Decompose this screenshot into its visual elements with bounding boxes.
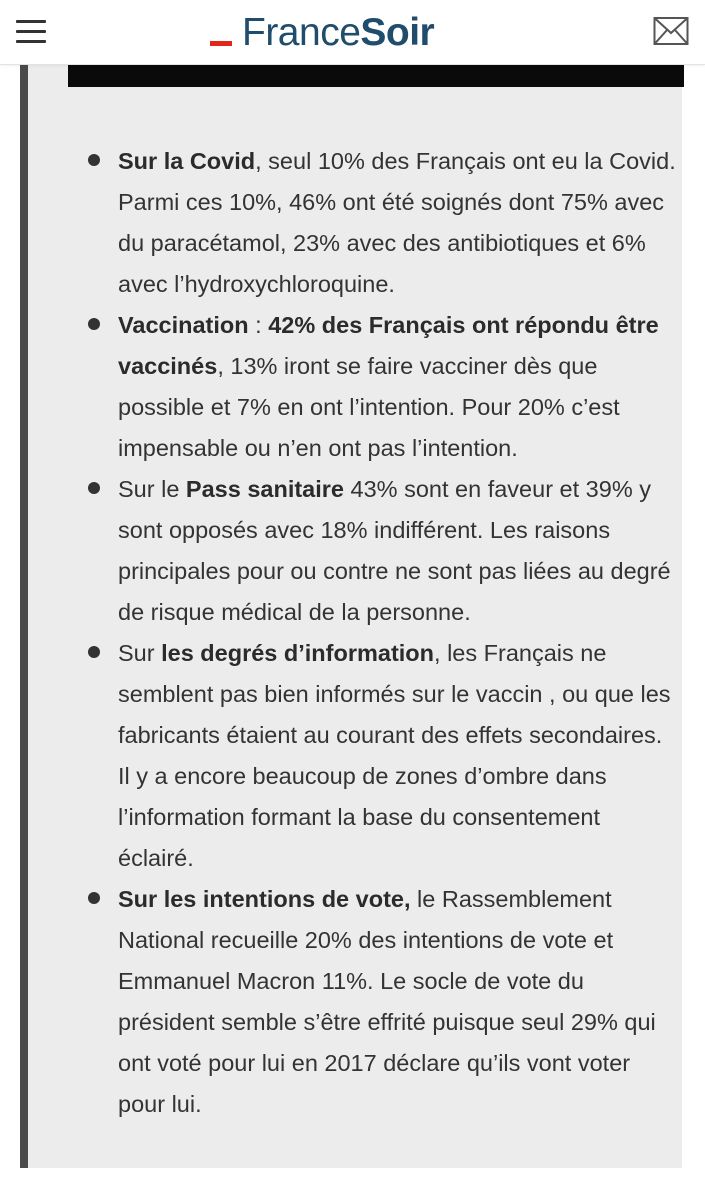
bullet-pre: Sur le (118, 476, 186, 502)
envelope-icon[interactable] (653, 16, 689, 46)
bullet-text: le Rassemblement National recueille 20% des intentions de vote et Emmanuel Macron 11%. Le socle de vote du président semble s’être effrité puisque seul 29% qui ont voté pour lui en 2017 déclare qu’ils vont voter pour lui. (118, 886, 656, 1117)
bullet-dot (88, 154, 100, 166)
list-item (88, 141, 678, 305)
bullet-bold: les degrés d’information (161, 640, 435, 666)
list-item (88, 469, 678, 633)
bullet-text: , les Français ne semblent pas bien informés sur le vaccin , ou que les fabricants étaient au courant des effets secondaires. Il y a encore beaucoup de zones d’ombre dans l’information formant la base du consentement éclairé. (118, 640, 671, 871)
bullet-dot (88, 318, 100, 330)
list-item (88, 633, 678, 879)
bullet-dot (88, 646, 100, 658)
bullet-text: , seul 10% des Français ont eu la Covid. Parmi ces 10%, 46% ont été soignés dont 75% avec du paracétamol, 23% avec des antibiotiques et 6% avec l’hydroxychloroquine. (118, 148, 676, 297)
image-placeholder-bar (68, 64, 684, 87)
francesoir-logo[interactable] (210, 8, 434, 58)
logo-soir: Soir (360, 11, 435, 54)
bullet-list (88, 141, 678, 1125)
bullet-bold: Sur la Covid (118, 148, 256, 174)
bullet-text: , 13% iront se faire vacciner dès que possible et 7% en ont l’intention. Pour 20% c’est impensable ou n’en ont pas l’intention. (118, 353, 620, 461)
bullet-bold: Pass sanitaire (185, 476, 344, 502)
logo-red-dash (210, 41, 232, 46)
bullet-bold-2: 42% des Français ont répondu être vaccinés (118, 312, 659, 379)
logo-wordmark (242, 8, 434, 58)
hamburger-menu-icon[interactable] (14, 18, 48, 46)
article-content (20, 64, 682, 1168)
list-item (88, 305, 678, 469)
top-header (0, 0, 705, 65)
bullet-bold: Sur les intentions de vote, (118, 886, 411, 912)
logo-france: France (242, 11, 361, 54)
bullet-dot (88, 482, 100, 494)
list-item (88, 879, 678, 1125)
bullet-separator: : (248, 312, 269, 338)
bullet-text: 43% sont en faveur et 39% y sont opposés avec 18% indifférent. Les raisons principales pour ou contre ne sont pas liées au degré de risque médical de la personne. (118, 476, 671, 625)
bullet-dot (88, 892, 100, 904)
bullet-bold: Vaccination (118, 312, 249, 338)
bullet-pre: Sur (118, 640, 162, 666)
